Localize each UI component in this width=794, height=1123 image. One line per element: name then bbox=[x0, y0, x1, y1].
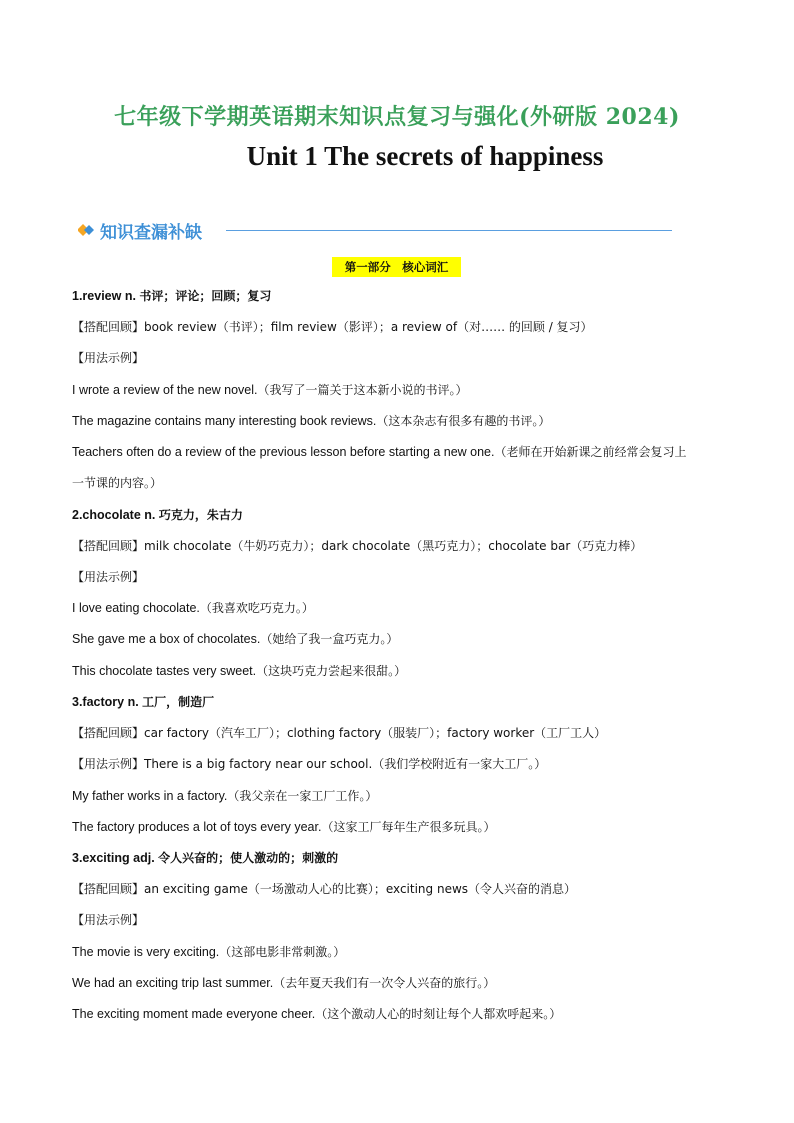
entry-line bbox=[72, 974, 495, 992]
line-english: This chocolate tastes very sweet. bbox=[72, 664, 257, 678]
line-chinese: 书评；评论；回顾；复习 bbox=[139, 289, 272, 303]
entry-line bbox=[72, 880, 576, 898]
entry-line bbox=[72, 381, 468, 399]
line-chinese: 【用法示例】 bbox=[72, 351, 145, 365]
entry-line bbox=[72, 443, 687, 461]
line-english: 3.factory n. bbox=[72, 695, 143, 709]
line-chinese: 【搭配回顾】car factory（汽车工厂）；clothing factory（服装厂）；factory worker（工厂工人） bbox=[72, 726, 607, 740]
line-chinese: 【用法示例】There is a big factory near our school.（我们学校附近有一家大工厂。） bbox=[72, 757, 547, 771]
line-english: She gave me a box of chocolates. bbox=[72, 632, 261, 646]
line-chinese: （我写了一篇关于这本新小说的书评。） bbox=[257, 383, 468, 397]
line-chinese: （她给了我一盒巧克力。） bbox=[260, 632, 399, 646]
entry-heading bbox=[72, 849, 338, 867]
double-diamond-icon bbox=[78, 222, 98, 238]
entry-line bbox=[72, 474, 162, 492]
line-chinese: （这部电影非常刺激。） bbox=[219, 945, 346, 959]
section-label: 知识查漏补缺 bbox=[100, 223, 202, 243]
line-english: Teachers often do a review of the previous lesson before starting a new one. bbox=[72, 445, 495, 459]
entry-line bbox=[72, 630, 398, 648]
entry-line bbox=[72, 318, 593, 336]
entry-line bbox=[72, 537, 642, 555]
line-english: The factory produces a lot of toys every year. bbox=[72, 820, 322, 834]
line-chinese: 一节课的内容。） bbox=[72, 476, 163, 490]
entry-line bbox=[72, 724, 606, 742]
line-chinese: （这个激动人心的时刻让每个人都欢呼起来。） bbox=[315, 1007, 562, 1021]
entry-heading bbox=[72, 287, 271, 305]
entry-line bbox=[72, 755, 546, 773]
line-english: I love eating chocolate. bbox=[72, 601, 200, 615]
entry-line bbox=[72, 1005, 561, 1023]
line-chinese: 【搭配回顾】book review（书评）；film review（影评）；a review of（对…… 的回顾 / 复习） bbox=[72, 320, 593, 334]
section-header bbox=[78, 218, 598, 242]
line-chinese: 工厂，制造厂 bbox=[142, 695, 215, 709]
entry-line bbox=[72, 662, 406, 680]
line-chinese: （我父亲在一家工厂工作。） bbox=[227, 789, 378, 803]
line-english: The exciting moment made everyone cheer. bbox=[72, 1007, 316, 1021]
line-english: I wrote a review of the new novel. bbox=[72, 383, 258, 397]
line-english: The movie is very exciting. bbox=[72, 945, 220, 959]
part-title: 第一部分 核心词汇 bbox=[332, 257, 461, 277]
line-english: The magazine contains many interesting book reviews. bbox=[72, 414, 377, 428]
line-chinese: （这块巧克力尝起来很甜。） bbox=[256, 664, 407, 678]
line-chinese: 巧克力，朱古力 bbox=[158, 508, 243, 522]
entry-line bbox=[72, 818, 495, 836]
line-chinese: 令人兴奋的；使人激动的；刺激的 bbox=[158, 851, 339, 865]
line-chinese: （去年夏天我们有一次令人兴奋的旅行。） bbox=[273, 976, 496, 990]
line-chinese: （这家工厂每年生产很多玩具。） bbox=[321, 820, 496, 834]
entry-line bbox=[72, 787, 377, 805]
entry-line bbox=[72, 349, 144, 367]
document-title-chinese: 七年级下学期英语期末知识点复习与强化(外研版 2024) bbox=[114, 104, 680, 130]
line-english: My father works in a factory. bbox=[72, 789, 228, 803]
entry-line bbox=[72, 911, 144, 929]
line-chinese: （老师在开始新课之前经常会复习上 bbox=[494, 445, 687, 459]
entry-line bbox=[72, 599, 314, 617]
entry-heading bbox=[72, 506, 243, 524]
line-english: We had an exciting trip last summer. bbox=[72, 976, 274, 990]
line-chinese: 【用法示例】 bbox=[72, 913, 145, 927]
document-title-english: Unit 1 The secrets of happiness bbox=[246, 141, 604, 171]
entry-line bbox=[72, 943, 345, 961]
section-divider bbox=[226, 230, 672, 231]
entry-heading bbox=[72, 693, 214, 711]
line-chinese: （这本杂志有很多有趣的书评。） bbox=[376, 414, 551, 428]
line-chinese: （我喜欢吃巧克力。） bbox=[199, 601, 314, 615]
line-chinese: 【搭配回顾】milk chocolate（牛奶巧克力）；dark chocolate（黑巧克力）；chocolate bar（巧克力棒） bbox=[72, 539, 643, 553]
line-chinese: 【搭配回顾】an exciting game（一场激动人心的比赛）；exciting news（令人兴奋的消息） bbox=[72, 882, 577, 896]
line-english: 1.review n. bbox=[72, 289, 140, 303]
line-english: 2.chocolate n. bbox=[72, 508, 159, 522]
entry-line bbox=[72, 412, 550, 430]
entry-line bbox=[72, 568, 144, 586]
line-english: 3.exciting adj. bbox=[72, 851, 159, 865]
line-chinese: 【用法示例】 bbox=[72, 570, 145, 584]
